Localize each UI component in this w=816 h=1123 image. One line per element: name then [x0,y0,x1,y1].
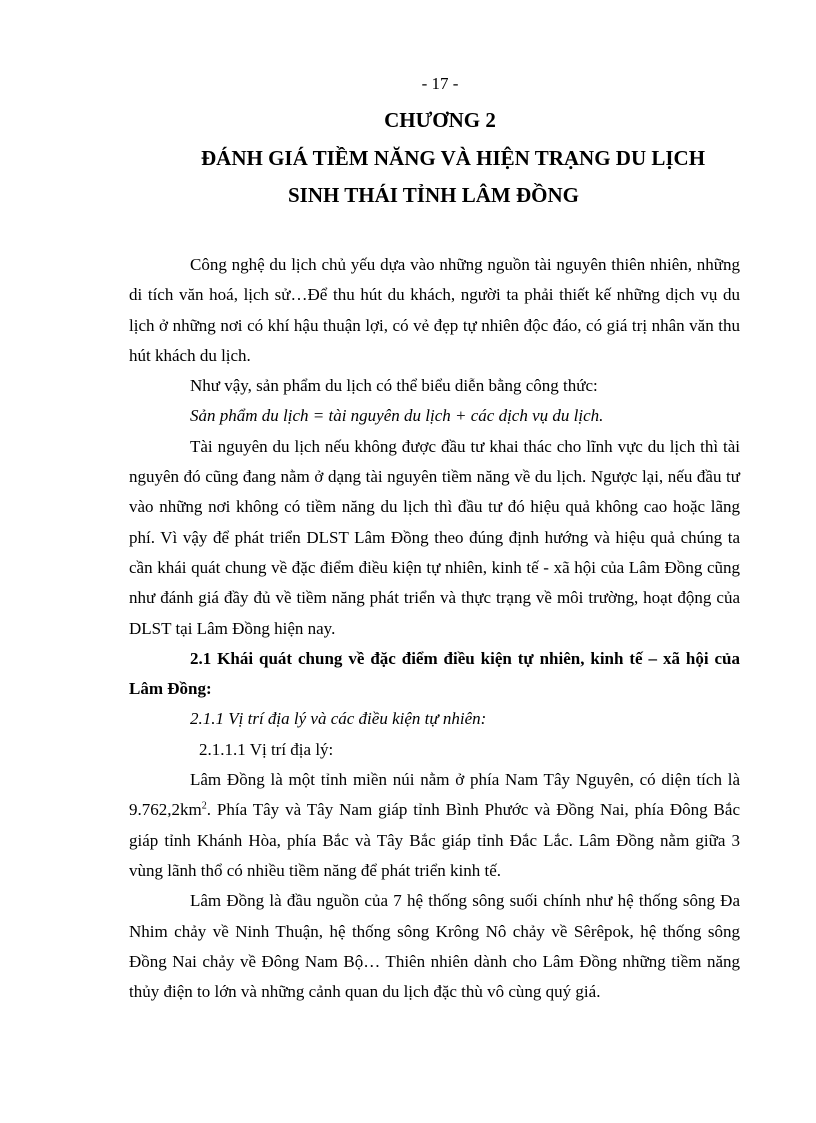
paragraph-intro: Công nghệ du lịch chủ yếu dựa vào những nguồn tài nguyên thiên nhiên, những di tích văn hoá, lịch sử…Để thu hút du khách, người ta phải thiết kế những dịch vụ du lịch ở những nơi có khí hậu thuận lợi, có vẻ đẹp tự nhiên độc đáo, có giá trị nhân văn thu hút khách du lịch. [129,255,740,365]
formula: Sản phẩm du lịch = tài nguyên du lịch + các dịch vụ du lịch. [190,406,604,426]
area-superscript: 2 [201,800,207,812]
body-text [129,250,740,1007]
section-heading-2-1-1-1: 2.1.1.1 Vị trí địa lý: [199,739,334,759]
location-text-b: . Phía Tây và Tây Nam giáp tỉnh Bình Phước và Đồng Nai, phía Đông Bắc giáp tỉnh Khánh Hòa, phía Bắc và Tây Bắc giáp tỉnh Đắc Lắc. Lâm Đồng nằm giữa 3 vùng lãnh thổ có nhiều tiềm năng để phát triển kinh tế. [129,800,740,880]
page-number: - 17 - [421,74,459,93]
section-heading-2-1-1: 2.1.1 Vị trí địa lý và các điều kiện tự nhiên: [190,709,487,729]
chapter-heading: CHƯƠNG 2 [384,108,496,132]
paragraph-formula-intro: Như vậy, sản phẩm du lịch có thể biểu diễn bằng công thức: [190,376,598,396]
paragraph-rivers: Lâm Đồng là đầu nguồn của 7 hệ thống sông suối chính như hệ thống sông Đa Nhim chảy về Ninh Thuận, hệ thống sông Krông Nô chảy về Sêrêpok, hệ thống sông Đồng Nai chảy về Đông Nam Bộ… Thiên nhiên dành cho Lâm Đồng những tiềm năng thủy điện to lớn và những cảnh quan du lịch đặc thù vô cùng quý giá. [129,891,740,1002]
chapter-title-line1: ĐÁNH GIÁ TIỀM NĂNG VÀ HIỆN TRẠNG DU LỊCH [201,146,706,170]
location-text-a: Lâm Đồng là một tỉnh miền núi nằm ở phía Nam Tây Nguyên, có diện tích là 9.762,2km [129,770,740,820]
paragraph-resources: Tài nguyên du lịch nếu không được đầu tư khai thác cho lĩnh vực du lịch thì tài nguyên đó cũng đang nằm ở dạng tài nguyên tiềm năng về du lịch. Ngược lại, nếu đầu tư vào những nơi không có tiềm năng du lịch thì đầu tư đó hiệu quả không cao hoặc lãng phí. Vì vậy để phát triển DLST Lâm Đồng theo đúng định hướng và hiệu quả chúng ta cần khái quát chung về đặc điểm điều kiện tự nhiên, kinh tế - xã hội của Lâm Đồng cũng như đánh giá đầy đủ về tiềm năng phát triển và thực trạng về môi trường, hoạt động của DLST tại Lâm Đồng hiện nay. [129,436,740,638]
paragraph-location [129,765,740,886]
section-heading-2-1: 2.1 Khái quát chung về đặc điểm điều kiện tự nhiên, kinh tế – xã hội của Lâm Đồng: [129,648,740,699]
chapter-title-line2: SINH THÁI TỈNH LÂM ĐỒNG [288,183,579,207]
